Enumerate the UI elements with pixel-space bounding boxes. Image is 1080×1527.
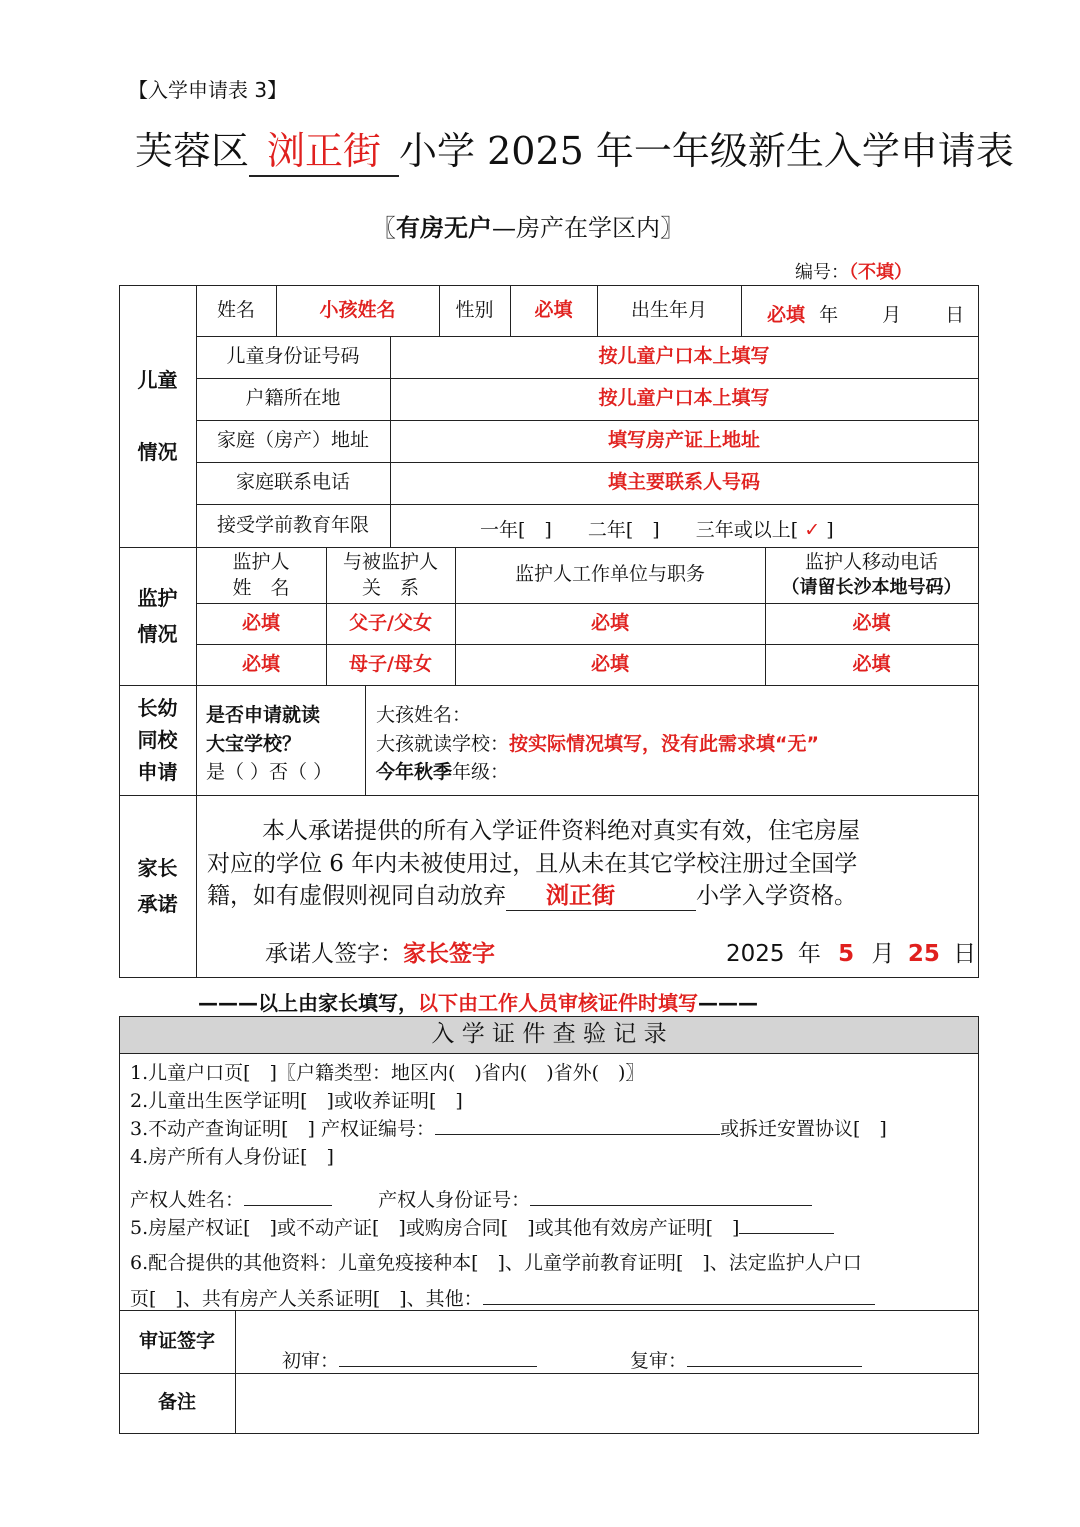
subtitle-bold: 有房无户 [396, 214, 492, 242]
title-rest: 小学 2025 年一年级新生入学申请表 [399, 129, 1014, 173]
preschool-two-years[interactable]: 二年[ ] [587, 519, 660, 541]
sibling-question-l2: 大宝学校？ [206, 733, 302, 755]
subtitle-dash: — [492, 214, 516, 242]
guardian-section-label [119, 547, 196, 685]
date-year: 2025 [726, 941, 785, 967]
elder-school-line [376, 729, 819, 756]
elder-school-value[interactable]: 按实际情况填写，没有此需求填“无” [509, 733, 819, 755]
page-title [135, 120, 1014, 177]
promise-line-1: 本人承诺提供的所有入学证件资料绝对真实有效，住宅房屋 [262, 818, 860, 844]
owner-name-label: 产权人姓名： [130, 1189, 245, 1211]
promise-section-l2: 承诺 [137, 892, 178, 916]
guardian2-name[interactable]: 必填 [241, 652, 280, 675]
guardian2-work[interactable]: 必填 [590, 652, 629, 675]
huji-field[interactable]: 按儿童户口本上填写 [598, 387, 770, 410]
second-review-label: 复审： [630, 1350, 688, 1372]
verification-header: 入 学 证 件 查 验 记 录 [431, 1021, 667, 1048]
guardian-phone-header-l2: （请留长沙本地号码） [781, 577, 962, 598]
guardian-phone-header [765, 547, 978, 603]
guardian-work-header: 监护人工作单位与职务 [514, 563, 705, 586]
guardian-relation-header [326, 547, 455, 603]
subtitle-open: 〖 [372, 214, 396, 242]
divider-dash-right: ——— [698, 991, 758, 1015]
promise-date[interactable] [726, 935, 976, 968]
verify-item-5[interactable] [130, 1213, 834, 1240]
promise-line-3 [207, 877, 857, 911]
preschool-options [480, 515, 834, 542]
guardian2-phone[interactable]: 必填 [852, 652, 891, 675]
birth-year-unit: 年 [819, 304, 839, 326]
verify-item-4[interactable]: 4.房产所有人身份证[ ] [130, 1146, 334, 1168]
check-icon: ✓ [804, 519, 821, 541]
promise-school: 浏正街 [546, 883, 615, 909]
guardian-phone-header-l1: 监护人移动电话 [804, 551, 938, 573]
sibling-yes-no[interactable]: 是（ ）否（ ） [206, 761, 333, 783]
signature-value: 家长签字 [403, 941, 495, 967]
verify-item-6-cont[interactable] [130, 1284, 875, 1311]
child-section-line1: 儿童 [137, 368, 178, 392]
serial-label: 编号： [795, 262, 849, 283]
subtitle-close: 〗 [660, 214, 684, 242]
divider-parent-text: 以上由家长填写， [258, 991, 418, 1015]
birth-day-unit: 日 [945, 304, 965, 326]
divider-staff-text: 以下由工作人员审核证件时填写 [418, 991, 698, 1015]
date-ri: 日 [953, 941, 977, 967]
id-field[interactable]: 按儿童户口本上填写 [598, 345, 770, 368]
verify-item-5-text: 5.房屋产权证[ ]或不动产证[ ]或购房合同[ ]或其他有效房产证明[ ] [130, 1217, 740, 1239]
sibling-section-label [119, 685, 196, 795]
verify-item-3a: 3.不动产查询证明[ ] 产权证编号： [130, 1118, 435, 1140]
elder-grade-label: 年级： [452, 761, 510, 783]
remarks-field[interactable] [236, 1374, 978, 1433]
guardian-section-line1: 监护 [137, 586, 178, 610]
phone-label: 家庭联系电话 [235, 471, 350, 494]
elder-grade-line[interactable] [376, 757, 509, 784]
gender-field[interactable]: 必填 [534, 298, 573, 321]
birth-year-value: 必填 [767, 304, 806, 326]
title-district: 芙蓉区 [135, 129, 250, 173]
verify-item-3b: 或拆迁安置协议[ ] [720, 1118, 887, 1140]
form-tag: 【入学申请表 3】 [128, 78, 288, 102]
subtitle [372, 208, 684, 243]
child-section-line2: 情况 [137, 440, 178, 464]
first-review-field[interactable] [282, 1346, 537, 1373]
subtitle-rest: 房产在学区内 [516, 214, 660, 242]
preschool-three-years[interactable] [696, 519, 834, 541]
date-nian: 年 [797, 941, 821, 967]
sibling-section-l2: 同校 [137, 728, 178, 752]
preschool-label: 接受学前教育年限 [216, 513, 369, 536]
sibling-section-l3: 申请 [137, 760, 178, 784]
serial-number [795, 258, 912, 284]
promise-line-2: 对应的学位 6 年内未被使用过，且从未在其它学校注册过全国学 [207, 851, 858, 877]
sibling-question-l1: 是否申请就读 [206, 704, 321, 726]
review-sign-label: 审证签字 [138, 1329, 215, 1352]
remarks-label: 备注 [157, 1391, 196, 1414]
guardian2-relation[interactable]: 母子/母女 [349, 652, 432, 675]
guardian1-relation[interactable]: 父子/父女 [349, 611, 432, 634]
preschool-three-end: ] [826, 519, 834, 541]
phone-field[interactable]: 填主要联系人号码 [607, 471, 760, 494]
guardian-name-header-l1: 监护人 [232, 551, 290, 573]
address-field[interactable]: 填写房产证上地址 [607, 429, 760, 452]
promise-line3-a: 籍，如有虚假则视同自动放弃 [207, 883, 506, 909]
preschool-one-year[interactable]: 一年[ ] [480, 519, 552, 541]
guardian-relation-header-l2: 关 系 [361, 577, 419, 599]
child-name-field[interactable]: 小孩姓名 [319, 298, 396, 321]
birth-date-field[interactable] [741, 300, 978, 327]
verify-item-1[interactable]: 1.儿童户口页[ ]〖户籍类型：地区内( )省内( )省外( )〗 [130, 1062, 645, 1084]
guardian1-phone[interactable]: 必填 [852, 611, 891, 634]
name-label: 姓名 [216, 298, 255, 321]
verify-item-6b: 页[ ]、共有房产人关系证明[ ]、其他： [130, 1288, 483, 1310]
owner-id-label: 产权人身份证号： [378, 1189, 531, 1211]
huji-label: 户籍所在地 [245, 387, 341, 410]
guardian-name-header-l2: 姓 名 [232, 577, 290, 599]
elder-name-label[interactable]: 大孩姓名： [376, 704, 472, 726]
guardian-section-line2: 情况 [137, 622, 178, 646]
birth-label: 出生年月 [630, 298, 707, 321]
owner-info-line[interactable] [130, 1185, 812, 1212]
serial-value: （不填） [849, 262, 912, 283]
gender-label: 性别 [455, 298, 494, 321]
signature-label: 承诺人签字： [265, 941, 403, 967]
id-label: 儿童身份证号码 [226, 345, 360, 368]
promise-line3-b: 小学入学资格。 [696, 883, 857, 909]
birth-month-unit: 月 [882, 304, 902, 326]
section-divider [198, 987, 758, 1016]
title-school: 浏正街 [267, 129, 382, 173]
guardian-name-header [196, 547, 326, 603]
guardian-relation-header-l1: 与被监护人 [342, 551, 438, 573]
first-review-label: 初审： [282, 1350, 340, 1372]
date-day: 25 [907, 941, 940, 967]
verify-item-2[interactable]: 2.儿童出生医学证明[ ]或收养证明[ ] [130, 1090, 463, 1112]
second-review-field[interactable] [630, 1346, 862, 1373]
promise-section-l1: 家长 [137, 856, 178, 880]
verify-item-6[interactable]: 6.配合提供的其他资料：儿童免疫接种本[ ]、儿童学前教育证明[ ]、法定监护人户口 [130, 1252, 862, 1274]
elder-school-label: 大孩就读学校： [376, 733, 510, 755]
date-yue: 月 [871, 941, 895, 967]
child-section-label [119, 285, 196, 547]
guardian1-name[interactable]: 必填 [241, 611, 280, 634]
address-label: 家庭（房产）地址 [216, 429, 369, 452]
guardian1-work[interactable]: 必填 [590, 611, 629, 634]
preschool-three-label: 三年或以上[ [695, 519, 799, 541]
divider-dash-left: ——— [198, 991, 258, 1015]
elder-grade-bold: 今年秋季 [376, 761, 453, 783]
date-month: 5 [838, 941, 855, 967]
promise-section-label [119, 795, 196, 977]
verify-item-3[interactable] [130, 1114, 887, 1141]
sibling-section-l1: 长幼 [137, 696, 178, 720]
signature-field[interactable] [265, 935, 495, 968]
